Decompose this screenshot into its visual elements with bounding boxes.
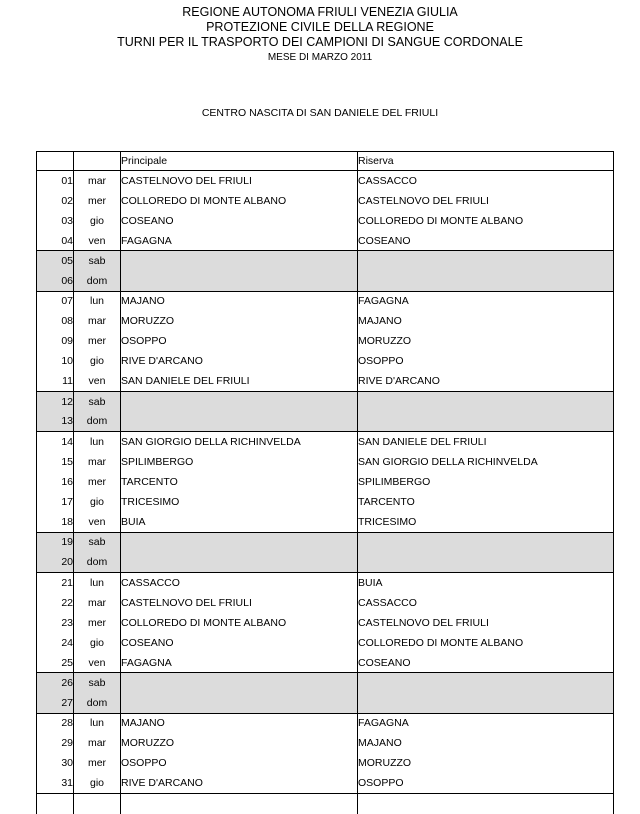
cell-day xyxy=(37,793,74,813)
cell-riserva xyxy=(358,673,614,693)
cell-riserva: MORUZZO xyxy=(358,753,614,773)
cell-dow: mer xyxy=(74,331,121,351)
cell-day: 26 xyxy=(37,673,74,693)
month-subtitle: MESE DI MARZO 2011 xyxy=(267,52,373,63)
cell-riserva: MAJANO xyxy=(358,733,614,753)
table-row xyxy=(37,171,614,191)
cell-principale: CASTELNOVO DEL FRIULI xyxy=(121,592,358,612)
cell-riserva: BUIA xyxy=(358,572,614,592)
cell-day: 25 xyxy=(37,653,74,673)
cell-dow: mar xyxy=(74,311,121,331)
table-row xyxy=(37,633,614,653)
cell-day: 20 xyxy=(37,552,74,572)
cell-dow: dom xyxy=(74,693,121,713)
schedule-body xyxy=(37,171,614,814)
cell-riserva: CASTELNOVO DEL FRIULI xyxy=(358,613,614,633)
cell-riserva xyxy=(358,251,614,271)
cell-day: 06 xyxy=(37,271,74,291)
cell-dow: ven xyxy=(74,371,121,391)
cell-day: 11 xyxy=(37,371,74,391)
cell-riserva: CASSACCO xyxy=(358,171,614,191)
cell-principale xyxy=(121,693,358,713)
cell-principale: CASTELNOVO DEL FRIULI xyxy=(121,171,358,191)
cell-principale: TARCENTO xyxy=(121,472,358,492)
cell-day: 14 xyxy=(37,432,74,452)
table-row xyxy=(37,512,614,532)
cell-day: 03 xyxy=(37,211,74,231)
table-row xyxy=(37,532,614,552)
cell-riserva: OSOPPO xyxy=(358,351,614,371)
cell-principale xyxy=(121,251,358,271)
table-row xyxy=(37,773,614,793)
cell-principale xyxy=(121,271,358,291)
table-row xyxy=(37,291,614,311)
cell-day: 09 xyxy=(37,331,74,351)
table-row xyxy=(37,592,614,612)
cell-day: 30 xyxy=(37,753,74,773)
cell-dow: gio xyxy=(74,773,121,793)
cell-principale: BUIA xyxy=(121,512,358,532)
table-row xyxy=(37,613,614,633)
table-row xyxy=(37,452,614,472)
cell-day: 15 xyxy=(37,452,74,472)
table-row xyxy=(37,251,614,271)
table-row xyxy=(37,231,614,251)
cell-dow: gio xyxy=(74,633,121,653)
cell-principale: CASSACCO xyxy=(121,572,358,592)
cell-principale: COLLOREDO DI MONTE ALBANO xyxy=(121,613,358,633)
cell-dow: gio xyxy=(74,351,121,371)
cell-principale: SAN GIORGIO DELLA RICHINVELDA xyxy=(121,432,358,452)
shift-schedule-table xyxy=(36,151,614,814)
cell-principale xyxy=(121,532,358,552)
cell-dow: dom xyxy=(74,271,121,291)
cell-riserva: RIVE D'ARCANO xyxy=(358,371,614,391)
cell-riserva xyxy=(358,412,614,432)
cell-day: 05 xyxy=(37,251,74,271)
cell-day: 29 xyxy=(37,733,74,753)
cell-principale: OSOPPO xyxy=(121,331,358,351)
table-row xyxy=(37,412,614,432)
table-row xyxy=(37,552,614,572)
document-header xyxy=(0,5,640,65)
table-row xyxy=(37,492,614,512)
cell-riserva: SAN DANIELE DEL FRIULI xyxy=(358,432,614,452)
cell-riserva: FAGAGNA xyxy=(358,291,614,311)
cell-dow: sab xyxy=(74,251,121,271)
cell-dow: mar xyxy=(74,452,121,472)
cell-day: 27 xyxy=(37,693,74,713)
table-row xyxy=(37,653,614,673)
cell-riserva: COLLOREDO DI MONTE ALBANO xyxy=(358,211,614,231)
title-line-region: REGIONE AUTONOMA FRIULI VENEZIA GIULIA xyxy=(182,5,458,19)
cell-dow: mer xyxy=(74,472,121,492)
title-line-document: TURNI PER IL TRASPORTO DEI CAMPIONI DI SANGUE CORDONALE xyxy=(117,35,523,49)
cell-principale: RIVE D'ARCANO xyxy=(121,351,358,371)
cell-day: 21 xyxy=(37,572,74,592)
cell-dow: sab xyxy=(74,392,121,412)
cell-principale: MORUZZO xyxy=(121,311,358,331)
table-row-clipped xyxy=(37,793,614,813)
table-row xyxy=(37,351,614,371)
cell-dow: dom xyxy=(74,412,121,432)
table-row xyxy=(37,472,614,492)
cell-principale: MAJANO xyxy=(121,291,358,311)
cell-principale: FAGAGNA xyxy=(121,231,358,251)
cell-day: 08 xyxy=(37,311,74,331)
cell-riserva: COLLOREDO DI MONTE ALBANO xyxy=(358,633,614,653)
table-row xyxy=(37,572,614,592)
cell-riserva xyxy=(358,552,614,572)
cell-principale xyxy=(121,673,358,693)
cell-dow: mer xyxy=(74,753,121,773)
table-row xyxy=(37,693,614,713)
cell-day: 13 xyxy=(37,412,74,432)
cell-dow: sab xyxy=(74,673,121,693)
cell-principale xyxy=(121,793,358,813)
table-row xyxy=(37,753,614,773)
cell-dow: mer xyxy=(74,613,121,633)
cell-riserva: CASTELNOVO DEL FRIULI xyxy=(358,191,614,211)
cell-day: 19 xyxy=(37,532,74,552)
cell-dow: sab xyxy=(74,532,121,552)
cell-day: 23 xyxy=(37,613,74,633)
cell-principale: MORUZZO xyxy=(121,733,358,753)
cell-riserva: OSOPPO xyxy=(358,773,614,793)
cell-dow: mar xyxy=(74,592,121,612)
table-row xyxy=(37,432,614,452)
cell-principale: SAN DANIELE DEL FRIULI xyxy=(121,371,358,391)
cell-day: 31 xyxy=(37,773,74,793)
cell-day: 04 xyxy=(37,231,74,251)
cell-riserva: FAGAGNA xyxy=(358,713,614,733)
header-weekday-column xyxy=(74,152,121,171)
header-principale-column: Principale xyxy=(121,152,358,171)
cell-dow: ven xyxy=(74,653,121,673)
cell-riserva: MORUZZO xyxy=(358,331,614,351)
cell-principale: SPILIMBERGO xyxy=(121,452,358,472)
cell-dow: lun xyxy=(74,432,121,452)
cell-dow: mar xyxy=(74,171,121,191)
header-riserva-column: Riserva xyxy=(358,152,614,171)
table-header-row xyxy=(37,152,614,171)
table-row xyxy=(37,371,614,391)
cell-principale: MAJANO xyxy=(121,713,358,733)
cell-riserva: TRICESIMO xyxy=(358,512,614,532)
table-row xyxy=(37,331,614,351)
cell-riserva xyxy=(358,793,614,813)
cell-riserva xyxy=(358,693,614,713)
cell-riserva xyxy=(358,532,614,552)
cell-day: 07 xyxy=(37,291,74,311)
cell-dow: dom xyxy=(74,552,121,572)
table-row xyxy=(37,191,614,211)
cell-dow: ven xyxy=(74,231,121,251)
cell-dow: mar xyxy=(74,733,121,753)
table-row xyxy=(37,733,614,753)
cell-day: 02 xyxy=(37,191,74,211)
cell-dow: gio xyxy=(74,211,121,231)
cell-day: 12 xyxy=(37,392,74,412)
cell-day: 28 xyxy=(37,713,74,733)
cell-dow xyxy=(74,793,121,813)
cell-riserva: COSEANO xyxy=(358,231,614,251)
cell-principale xyxy=(121,412,358,432)
cell-day: 01 xyxy=(37,171,74,191)
cell-principale: FAGAGNA xyxy=(121,653,358,673)
cell-principale: COSEANO xyxy=(121,633,358,653)
table-row xyxy=(37,392,614,412)
cell-riserva xyxy=(358,271,614,291)
cell-dow: lun xyxy=(74,572,121,592)
cell-dow: gio xyxy=(74,492,121,512)
cell-day: 24 xyxy=(37,633,74,653)
table-row xyxy=(37,673,614,693)
title-line-department: PROTEZIONE CIVILE DELLA REGIONE xyxy=(206,20,434,34)
cell-day: 18 xyxy=(37,512,74,532)
cell-principale: RIVE D'ARCANO xyxy=(121,773,358,793)
cell-dow: lun xyxy=(74,291,121,311)
cell-principale: COLLOREDO DI MONTE ALBANO xyxy=(121,191,358,211)
cell-principale xyxy=(121,552,358,572)
cell-riserva: CASSACCO xyxy=(358,592,614,612)
cell-principale xyxy=(121,392,358,412)
cell-day: 10 xyxy=(37,351,74,371)
cell-day: 16 xyxy=(37,472,74,492)
cell-dow: mer xyxy=(74,191,121,211)
cell-dow: lun xyxy=(74,713,121,733)
cell-principale: TRICESIMO xyxy=(121,492,358,512)
cell-day: 17 xyxy=(37,492,74,512)
header-day-column xyxy=(37,152,74,171)
cell-riserva: MAJANO xyxy=(358,311,614,331)
table-row xyxy=(37,211,614,231)
cell-principale: COSEANO xyxy=(121,211,358,231)
cell-riserva: COSEANO xyxy=(358,653,614,673)
cell-riserva: SAN GIORGIO DELLA RICHINVELDA xyxy=(358,452,614,472)
table-row xyxy=(37,311,614,331)
cell-principale: OSOPPO xyxy=(121,753,358,773)
table-row xyxy=(37,271,614,291)
cell-day: 22 xyxy=(37,592,74,612)
table-row xyxy=(37,713,614,733)
birth-center-title: CENTRO NASCITA DI SAN DANIELE DEL FRIULI xyxy=(201,107,439,119)
cell-riserva: TARCENTO xyxy=(358,492,614,512)
cell-dow: ven xyxy=(74,512,121,532)
cell-riserva: SPILIMBERGO xyxy=(358,472,614,492)
cell-riserva xyxy=(358,392,614,412)
